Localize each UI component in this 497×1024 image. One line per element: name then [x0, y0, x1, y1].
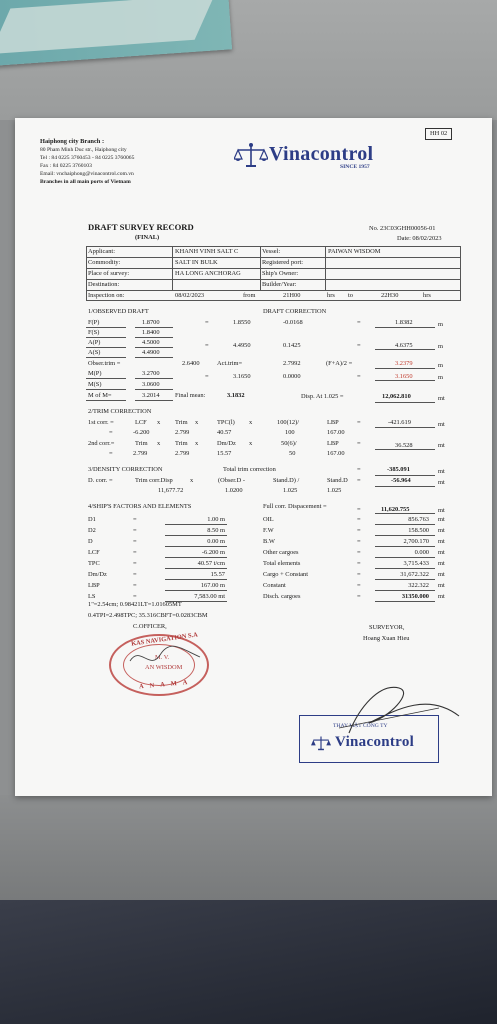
eq: = — [357, 419, 361, 426]
mid-result: 3.1650 — [395, 373, 413, 380]
lcf-value: -6.200 — [133, 429, 150, 436]
eq: = — [133, 516, 137, 523]
eq: = — [357, 477, 361, 484]
element-label: Cargo + Constant — [263, 571, 309, 578]
obser-d-value: 1.0200 — [225, 487, 243, 494]
surveyor-name: Hoang Xuan Hieu — [363, 635, 410, 642]
registered-port-label: Registered port: — [262, 259, 303, 266]
fa2-label: (F+A)/2 = — [326, 360, 353, 367]
aft-result: 4.6375 — [395, 342, 413, 349]
factor-value: 15.57 — [210, 571, 225, 578]
to-label: to — [348, 292, 353, 299]
eq: = — [357, 538, 361, 545]
factor-value: 167.00 m — [200, 582, 225, 589]
hrs-label-1: hrs — [327, 292, 335, 299]
ap-value: 4.5000 — [142, 339, 160, 346]
factor-label: LS — [88, 593, 96, 600]
factor-value: 7,583.00 mt — [194, 593, 225, 600]
company-stamp-logo: Vinacontrol — [335, 734, 415, 750]
surveyor-label: SURVEYOR, — [369, 624, 405, 631]
branch-name: Haiphong city Branch : — [40, 138, 105, 145]
first-corr-label: 1st corr. = — [88, 419, 114, 426]
trim-title: 2/TRIM CORRECTION — [88, 408, 152, 415]
x: x — [195, 440, 199, 447]
end-time: 22H30 — [381, 292, 399, 299]
unit: m — [438, 374, 443, 381]
branch-tel: Tel : 84 0225 3760453 - 84 0225 3760065 — [40, 155, 135, 161]
stand-d-value: 1.025 — [283, 487, 298, 494]
factor-label: D1 — [88, 516, 96, 523]
element-label: OIL — [263, 516, 274, 523]
doc-date: Date: 08/02/2023 — [397, 235, 442, 242]
factor-value: 0.00 m — [207, 538, 225, 545]
officer-label: C.OFFICER, — [133, 623, 167, 630]
place-value: HA LONG ANCHORAG — [175, 270, 241, 277]
vinacontrol-logo: Vinacontrol — [269, 143, 374, 165]
element-value: 158.500 — [408, 527, 429, 534]
x: x — [190, 477, 194, 484]
x: x — [249, 440, 253, 447]
applicant-value: KHANH VINH SALT C — [175, 248, 239, 255]
stand-d2-value: 1.025 — [327, 487, 342, 494]
eq: = — [357, 527, 361, 534]
element-value: 3,715.433 — [403, 560, 429, 567]
obser-d-label: (Obser.D - — [218, 477, 245, 484]
element-label: Other cargoes — [263, 549, 299, 556]
unit: mt — [438, 507, 445, 514]
element-value: 2,700.170 — [403, 538, 429, 545]
doc-title: DRAFT SURVEY RECORD — [88, 222, 194, 232]
factor-value: -6.200 m — [201, 549, 225, 556]
vessel-value: PAIWAN WISDOM — [328, 248, 381, 255]
eq: = — [357, 549, 361, 556]
trim-label: Trim — [175, 419, 188, 426]
eq: = — [205, 373, 209, 380]
from-label: from — [243, 292, 256, 299]
note-conversion-2: 0.4TPI=2.498TPC; 35.316CBFT=0.0283CBM — [88, 612, 208, 619]
fabric — [0, 900, 497, 1024]
obser-trim-value: 2.6400 — [182, 360, 200, 367]
ap-label: A(P) — [88, 339, 101, 346]
disp-value: 12,062.810 — [382, 393, 411, 400]
factor-value: 8.50 m — [207, 527, 225, 534]
trim-value: 2.799 — [175, 429, 190, 436]
aft-mean: 4.4950 — [233, 342, 251, 349]
form-code: HH 02 — [425, 128, 452, 140]
eq: = — [357, 571, 361, 578]
total-trim-value: -385.091 — [387, 466, 410, 473]
tpc-label: TPC(l) — [217, 419, 235, 426]
doc-final: (FINAL) — [135, 234, 160, 241]
hundred: 100 — [285, 429, 295, 436]
owner-label: Ship's Owner: — [262, 270, 299, 277]
fp-value: 1.8700 — [142, 319, 160, 326]
density-title: 3/DENSITY CORRECTION — [88, 466, 163, 473]
first-corr-value: -421.619 — [388, 419, 411, 426]
factor-value: 1.00 m — [207, 516, 225, 523]
eq: = — [357, 593, 361, 600]
branch-address: 80 Pham Minh Duc str., Haiphong city — [40, 147, 127, 153]
unit: m — [438, 321, 443, 328]
mofm-value: 3.2014 — [142, 392, 160, 399]
lcf-label: LCF — [135, 419, 147, 426]
branch-fax: Fax : 84 0225 3760103 — [40, 163, 92, 169]
as-value: 4.4900 — [142, 349, 160, 356]
factors-title: 4/SHIP'S FACTORS AND ELEMENTS — [88, 503, 192, 510]
fp-label: F(P) — [88, 319, 100, 326]
fs-value: 1.8400 — [142, 329, 160, 336]
stamp-bottom-text: ANAMA — [138, 678, 194, 691]
surveyor-signature — [319, 678, 469, 738]
eq: = — [109, 450, 113, 457]
unit: mt — [438, 442, 445, 449]
eq: = — [357, 440, 361, 447]
full-corr-value: 11,620.755 — [381, 506, 410, 513]
eq: = — [133, 571, 137, 578]
unit: mt — [438, 516, 445, 523]
x: x — [249, 419, 253, 426]
commodity-label: Commodity: — [88, 259, 121, 266]
eq: = — [205, 342, 209, 349]
draft-correction-title: DRAFT CORRECTION — [263, 308, 327, 315]
mid-corr: 0.0000 — [283, 373, 301, 380]
place-label: Place of survey: — [88, 270, 130, 277]
dmdz-label: Dm/Dz — [217, 440, 236, 447]
element-label: Total elements — [263, 560, 301, 567]
x: x — [157, 419, 161, 426]
ms-label: M(S) — [88, 381, 102, 388]
stamp-top-text: KAS NAVIGATION S.A — [130, 631, 199, 648]
stand-d-label: Stand.D) / — [273, 477, 300, 484]
trim-corr-disp-label: Trim corr.Disp — [135, 477, 173, 484]
vessel-label: Vessel: — [262, 248, 281, 255]
draft-survey-document — [15, 118, 492, 796]
applicant-label: Applicant: — [88, 248, 115, 255]
unit: m — [438, 362, 443, 369]
eq: = — [133, 560, 137, 567]
trim-corr-disp-value: 11,677.72 — [158, 487, 184, 494]
commodity-value: SALT IN BULK — [175, 259, 218, 266]
eq: = — [109, 429, 113, 436]
unit: mt — [438, 560, 445, 567]
mid-mean: 3.1650 — [233, 373, 251, 380]
fs-label: F(S) — [88, 329, 100, 336]
factor-label: D2 — [88, 527, 96, 534]
eq: = — [133, 549, 137, 556]
element-label: Constant — [263, 582, 286, 589]
observed-title: 1/OBSERVED DRAFT — [88, 308, 149, 315]
factor-label: D — [88, 538, 93, 545]
dcorr-label: D. corr. = — [88, 477, 113, 484]
hrs-label-2: hrs — [423, 292, 431, 299]
start-time: 21H00 — [283, 292, 301, 299]
act-trim-label: Act.trim= — [217, 360, 243, 367]
stamp-mid-text: M. V. — [155, 654, 170, 661]
branch-email: Email: vnchaiphong@vinacontrol.com.vn — [40, 171, 134, 177]
obser-trim-label: Obser.trim = — [88, 360, 121, 367]
stamp-vessel-text: AN WISDOM — [145, 664, 183, 671]
element-label: B.W — [263, 538, 275, 545]
unit: mt — [438, 479, 445, 486]
final-mean-label: Final mean: — [175, 392, 206, 399]
element-value: 31,672.322 — [400, 571, 429, 578]
fwd-corr: -0.0168 — [283, 319, 303, 326]
fwd-mean: 1.8550 — [233, 319, 251, 326]
element-value: 856.763 — [408, 516, 429, 523]
inspection-date: 08/02/2023 — [175, 292, 205, 299]
mp-value: 3.2700 — [142, 370, 160, 377]
note-conversion-1: 1"=2.54cm; 0.98421LT=1.01605MT — [88, 601, 182, 608]
unit: mt — [438, 549, 445, 556]
disp-label: Disp. At 1.025 = — [301, 393, 344, 400]
x: x — [157, 440, 161, 447]
factor-value: 40.57 t/cm — [197, 560, 225, 567]
branch-note: Branches in all main ports of Vietnam — [40, 179, 131, 185]
fa2-value: 3.2379 — [395, 360, 413, 367]
eq: = — [133, 527, 137, 534]
as-label: A(S) — [88, 349, 101, 356]
eq: = — [133, 593, 137, 600]
unit: mt — [438, 582, 445, 589]
trim-value: 2.799 — [175, 450, 190, 457]
element-value: 31350.000 — [401, 593, 429, 600]
trim-label: Trim — [175, 440, 188, 447]
unit: mt — [438, 593, 445, 600]
fifty: 50 — [289, 450, 296, 457]
trim-value: 2.799 — [133, 450, 148, 457]
tpc-value: 40.57 — [217, 429, 232, 436]
unit: mt — [438, 538, 445, 545]
inspection-label: Inspection on: — [88, 292, 125, 299]
fwd-result: 1.8382 — [395, 319, 413, 326]
builder-label: Builder/Year: — [262, 281, 297, 288]
mofm-label: M of M= — [88, 392, 112, 399]
eq: = — [133, 538, 137, 545]
lbp-value: 167.00 — [327, 429, 345, 436]
trim-label: Trim — [135, 440, 148, 447]
element-label: Disch. cargoes — [263, 593, 301, 600]
unit: mt — [438, 571, 445, 578]
unit: mt — [438, 395, 445, 402]
eq: = — [357, 319, 361, 326]
lbp-value: 167.00 — [327, 450, 345, 457]
eq: = — [357, 582, 361, 589]
destination-label: Destination: — [88, 281, 120, 288]
element-value: 0.000 — [414, 549, 429, 556]
unit: m — [438, 343, 443, 350]
since-label: SINCE 1957 — [340, 164, 370, 170]
formula-50: 50(6)/ — [281, 440, 297, 447]
eq: = — [205, 319, 209, 326]
unit: mt — [438, 468, 445, 475]
doc-number: No. 23C03GHH00056-01 — [369, 225, 436, 232]
ms-value: 3.0600 — [142, 381, 160, 388]
final-mean-value: 3.1832 — [227, 392, 245, 399]
eq: = — [357, 373, 361, 380]
officer-signature — [125, 643, 205, 673]
factor-label: Dm/Dz — [88, 571, 107, 578]
dcorr-value: -56.964 — [391, 477, 411, 484]
formula-100: 100(12)/ — [277, 419, 300, 426]
eq: = — [357, 560, 361, 567]
factor-label: TPC — [88, 560, 100, 567]
eq: = — [357, 342, 361, 349]
full-corr-label: Full corr. Dispacement = — [263, 503, 327, 510]
company-stamp-top: THAY MẶT CÔNG TY — [333, 723, 388, 729]
factor-label: LCF — [88, 549, 100, 556]
element-value: 322.322 — [408, 582, 429, 589]
unit: mt — [438, 527, 445, 534]
total-trim-label: Total trim correction — [223, 466, 276, 473]
mp-label: M(P) — [88, 370, 102, 377]
act-trim-value: 2.7992 — [283, 360, 301, 367]
x: x — [195, 419, 199, 426]
second-corr-value: 36.528 — [395, 442, 413, 449]
factor-label: LBP — [88, 582, 100, 589]
unit: mt — [438, 421, 445, 428]
dmdz-value: 15.57 — [217, 450, 232, 457]
lbp-label: LBP — [327, 440, 339, 447]
aft-corr: 0.1425 — [283, 342, 301, 349]
eq: = — [357, 516, 361, 523]
eq: = — [357, 506, 361, 513]
scales-logo-icon — [234, 142, 268, 168]
element-label: F.W — [263, 527, 274, 534]
second-corr-label: 2nd corr.= — [88, 440, 115, 447]
eq: = — [133, 582, 137, 589]
eq: = — [357, 466, 361, 473]
stand-d2-label: Stand.D — [327, 477, 348, 484]
lbp-label: LBP — [327, 419, 339, 426]
